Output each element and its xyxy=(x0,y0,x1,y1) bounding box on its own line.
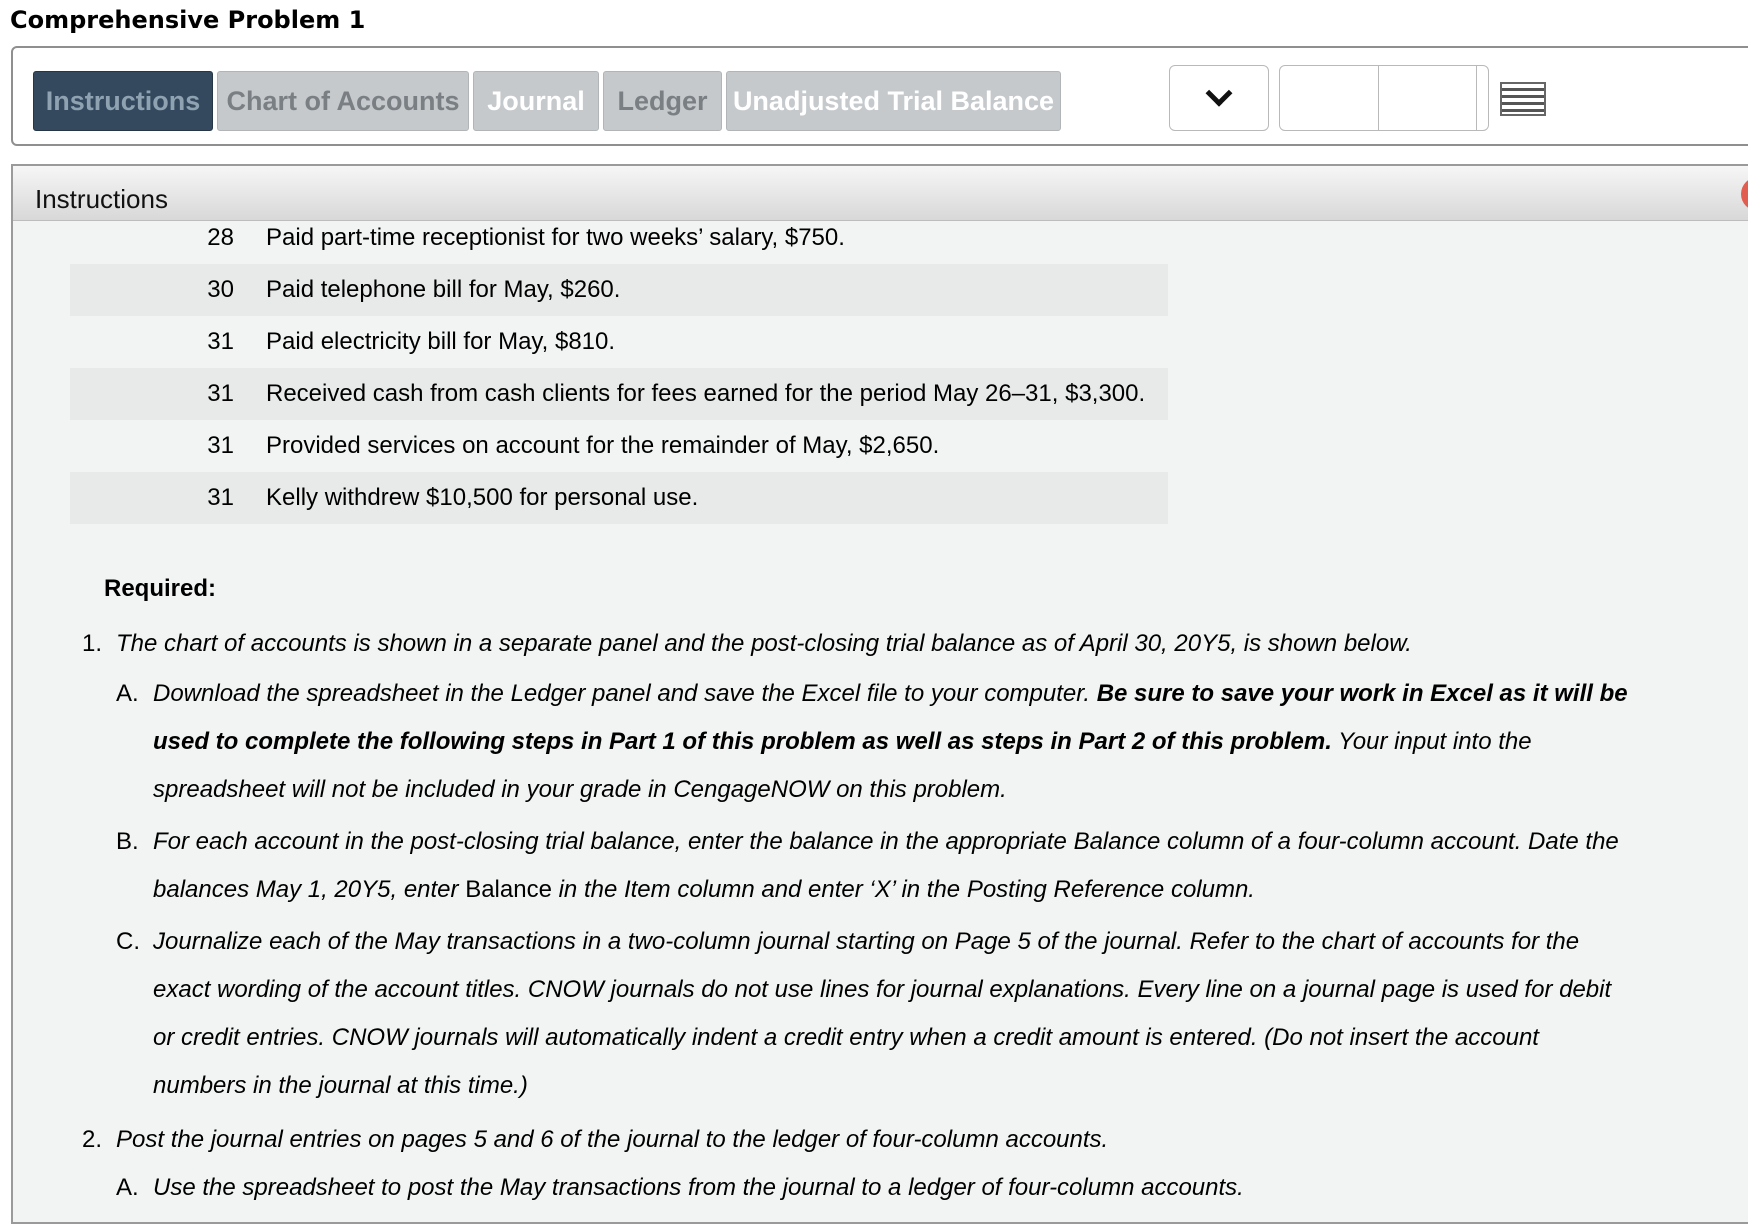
instruction-text: Journalize each of the May transactions in a two-column journal starting on Page 5 of the journal. Refer to the chart of accounts for the xyxy=(153,928,1580,955)
transaction-row xyxy=(70,472,1168,524)
list-number: 1. xyxy=(82,630,103,657)
transaction-day: 31 xyxy=(207,484,234,511)
instruction-text: For each account in the post-closing trial balance, enter the balance in the appropriate Balance column of a four-column account. Date the xyxy=(153,828,1619,855)
tab-ledger[interactable]: Ledger xyxy=(603,71,722,131)
tool-divider xyxy=(1378,66,1379,130)
transaction-description: Kelly withdrew $10,500 for personal use. xyxy=(266,484,699,511)
instruction-segment: Balance xyxy=(465,876,552,903)
list-letter: A. xyxy=(116,1174,139,1201)
instruction-text: numbers in the journal at this time.) xyxy=(153,1072,528,1099)
transaction-description: Paid part-time receptionist for two weeks’ salary, $750. xyxy=(266,224,845,251)
instruction-emphasis: used to complete the following steps in Part 1 of this problem as well as steps in Part 2 of this problem. xyxy=(153,728,1332,755)
transaction-day: 30 xyxy=(207,276,234,303)
panel-title: Instructions xyxy=(35,184,168,214)
transaction-description: Paid electricity bill for May, $810. xyxy=(266,328,616,355)
transaction-day: 31 xyxy=(207,432,234,459)
instruction-segment: Download the spreadsheet in the Ledger panel and save the Excel file to your computer. xyxy=(153,680,1097,707)
instruction-text xyxy=(153,876,1255,904)
tool-button-group xyxy=(1279,65,1489,131)
tab-instructions[interactable]: Instructions xyxy=(33,71,213,131)
tab-unadjusted-trial-balance[interactable]: Unadjusted Trial Balance xyxy=(726,71,1061,131)
transaction-day: 28 xyxy=(207,224,234,251)
chevron-down-icon xyxy=(1206,80,1233,107)
instruction-text: Post the journal entries on pages 5 and 6 of the journal to the ledger of four-column accounts. xyxy=(116,1126,1109,1153)
toolbar xyxy=(11,46,1748,146)
page-title: Comprehensive Problem 1 xyxy=(10,6,366,34)
transaction-description: Provided services on account for the remainder of May, $2,650. xyxy=(266,432,940,459)
transaction-day: 31 xyxy=(207,380,234,407)
instruction-text xyxy=(153,680,1628,708)
instruction-text: Use the spreadsheet to post the May transactions from the journal to a ledger of four-column accounts. xyxy=(153,1174,1244,1201)
instruction-emphasis: Be sure to save your work in Excel as it will be xyxy=(1096,680,1628,707)
instruction-segment: in the Item column and enter ‘X’ in the Posting Reference column. xyxy=(551,876,1255,903)
transaction-row xyxy=(70,420,1168,472)
transaction-day: 31 xyxy=(207,328,234,355)
instruction-text: The chart of accounts is shown in a separate panel and the post-closing trial balance as of April 30, 20Y5, is shown below. xyxy=(116,630,1412,657)
menu-icon[interactable] xyxy=(1500,82,1546,116)
transaction-row xyxy=(70,212,1168,264)
transaction-row xyxy=(70,316,1168,368)
transaction-row xyxy=(70,264,1168,316)
instruction-segment: Your input into the xyxy=(1331,728,1532,755)
list-letter: C. xyxy=(116,928,140,955)
tab-chart-of-accounts[interactable]: Chart of Accounts xyxy=(217,71,469,131)
transaction-description: Received cash from cash clients for fees earned for the period May 26–31, $3,300. xyxy=(266,380,1146,407)
instruction-segment: balances May 1, 20Y5, enter xyxy=(153,876,466,903)
required-heading: Required: xyxy=(104,575,217,602)
tab-journal[interactable]: Journal xyxy=(473,71,599,131)
tool-divider xyxy=(1476,66,1477,130)
instruction-text: or credit entries. CNOW journals will automatically indent a credit entry when a credit amount is entered. (Do not insert the account xyxy=(153,1024,1539,1051)
transaction-description: Paid telephone bill for May, $260. xyxy=(266,276,621,303)
transaction-row xyxy=(70,368,1168,420)
instruction-text xyxy=(153,728,1532,756)
instruction-text: spreadsheet will not be included in your grade in CengageNOW on this problem. xyxy=(153,776,1007,803)
list-number: 2. xyxy=(82,1126,103,1153)
list-letter: A. xyxy=(116,680,139,707)
instruction-text: exact wording of the account titles. CNOW journals do not use lines for journal explanations. Every line on a journal page is used for debit xyxy=(153,976,1612,1003)
close-icon[interactable] xyxy=(1741,177,1748,211)
dropdown-button[interactable] xyxy=(1169,65,1269,131)
list-letter: B. xyxy=(116,828,139,855)
